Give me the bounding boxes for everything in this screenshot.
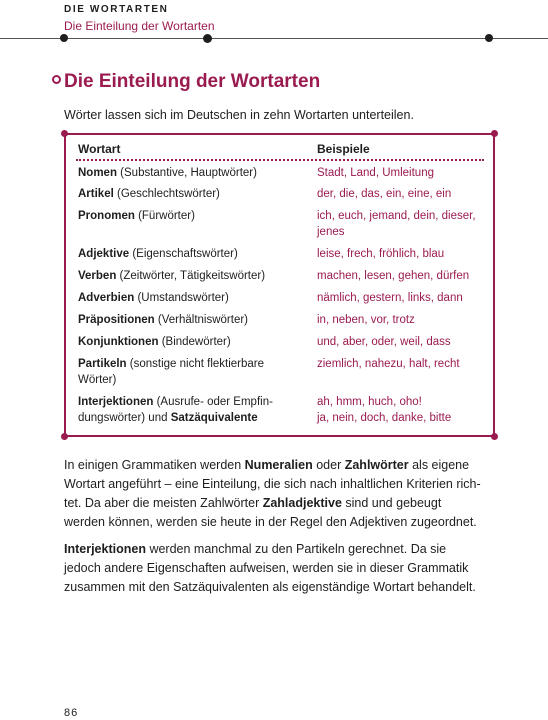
wortart-term: Verben [78, 270, 117, 282]
examples-cell: Stadt, Land, Umleitung [317, 167, 434, 179]
examples-cell [317, 395, 487, 426]
wortart-gloss: (Substantive, Hauptwörter) [116, 167, 257, 179]
header-rule [0, 38, 548, 39]
text-run: als eigene Wortart angeführt – eine Einteilung, die sich nach inhaltlichen Kriterien richtet. Da aber die meisten Zahlwörter [64, 458, 481, 510]
wortart-term: Partikeln [78, 358, 127, 370]
wortart-gloss: (Zeitwörter, Tätigkeitswörter) [116, 270, 266, 282]
text-run: werden manchmal zu den Partikeln gerechnet. Da sie jedoch andere Eigenschaften aufweisen, werden sie in dieser Grammatik zusammen mit den Satzäquivalenten als eigenständige Wortart behandelt. [64, 542, 476, 594]
rule-dot-center [203, 34, 212, 43]
examples-cell: ziemlich, nahezu, halt, recht [317, 358, 460, 370]
wortart-term-2: Satzäquivalente [170, 411, 258, 424]
table-corner-dot [491, 433, 498, 440]
wortart-gloss: (sonstige nicht flektierbare Wörter) [78, 358, 265, 386]
examples-cell: nämlich, gestern, links, dann [317, 292, 463, 304]
wortart-term: Nomen [78, 167, 117, 179]
examples-cell: leise, frech, fröhlich, blau [317, 248, 445, 260]
wortart-gloss: (Bindewörter) [158, 336, 231, 348]
bold-term: Interjektionen [64, 542, 146, 556]
running-section-title: Die Einteilung der Wortarten [64, 19, 215, 33]
wortart-term: Konjunktionen [78, 336, 159, 348]
wortart-gloss: (Eigenschaftswörter) [129, 248, 238, 260]
table-corner-dot [61, 433, 68, 440]
examples-cell: der, die, das, ein, eine, ein [317, 188, 452, 200]
heading-bullet-icon [52, 75, 61, 84]
wortart-gloss: (Ausrufe- oder Empfindungswörter) und [78, 396, 273, 424]
bold-term: Zahladjektive [262, 496, 342, 510]
bold-term: Zahlwörter [344, 458, 409, 472]
wortart-cell [78, 291, 300, 307]
wortart-term: Pronomen [78, 210, 135, 222]
text-run: oder [312, 458, 345, 472]
examples-cell: machen, lesen, gehen, dürfen [317, 270, 470, 282]
header-divider [76, 159, 484, 161]
wortart-term: Artikel [78, 188, 114, 200]
wortart-term: Präpositionen [78, 314, 155, 326]
examples-cell: in, neben, vor, trotz [317, 314, 415, 326]
wortart-cell [78, 187, 300, 203]
intro-text: Wörter lassen sich im Deutschen in zehn Wortarten unterteilen. [64, 108, 414, 122]
wortart-gloss: (Geschlechtswörter) [113, 188, 220, 200]
wortart-cell [78, 269, 300, 285]
text-run: sind und gebeugt werden können, werden sie heute in der Regel den Adjektiven zugeordnet. [64, 496, 477, 529]
examples-cell: und, aber, oder, weil, dass [317, 336, 451, 348]
examples-line: ah, hmm, huch, oho! [317, 396, 422, 408]
paragraph-numeralien [64, 456, 484, 532]
wortart-cell [78, 247, 300, 263]
wortart-cell [78, 209, 300, 225]
examples-line: ja, nein, doch, danke, bitte [317, 411, 452, 424]
bold-term: Numeralien [244, 458, 313, 472]
wortart-cell [78, 357, 278, 388]
paragraph-interjektionen [64, 540, 484, 597]
column-header-beispiele: Beispiele [317, 142, 370, 156]
wortart-cell [78, 166, 300, 182]
rule-dot-left [60, 34, 68, 42]
wortart-term: Adverbien [78, 292, 135, 304]
wortart-cell [78, 335, 300, 351]
table-corner-dot [61, 130, 68, 137]
section-title: Die Einteilung der Wortarten [64, 71, 321, 92]
wortart-cell [78, 395, 278, 426]
examples-cell: ich, euch, jemand, dein, dieser, jenes [317, 210, 476, 238]
rule-dot-right [485, 34, 493, 42]
column-header-wortart: Wortart [78, 142, 121, 156]
wortart-gloss: (Umstandswörter) [134, 292, 229, 304]
running-head [64, 3, 215, 34]
table-corner-dot [491, 130, 498, 137]
wortart-gloss: (Fürwörter) [134, 210, 195, 222]
text-run: In einigen Grammatiken werden [64, 458, 245, 472]
wortart-term: Interjektionen [78, 396, 154, 408]
wortart-cell [78, 313, 300, 329]
chapter-title: DIE WORTARTEN [64, 4, 169, 15]
page-number: 86 [64, 707, 79, 719]
wortart-term: Adjektive [78, 248, 130, 260]
wortart-gloss: (Verhältniswörter) [154, 314, 248, 326]
